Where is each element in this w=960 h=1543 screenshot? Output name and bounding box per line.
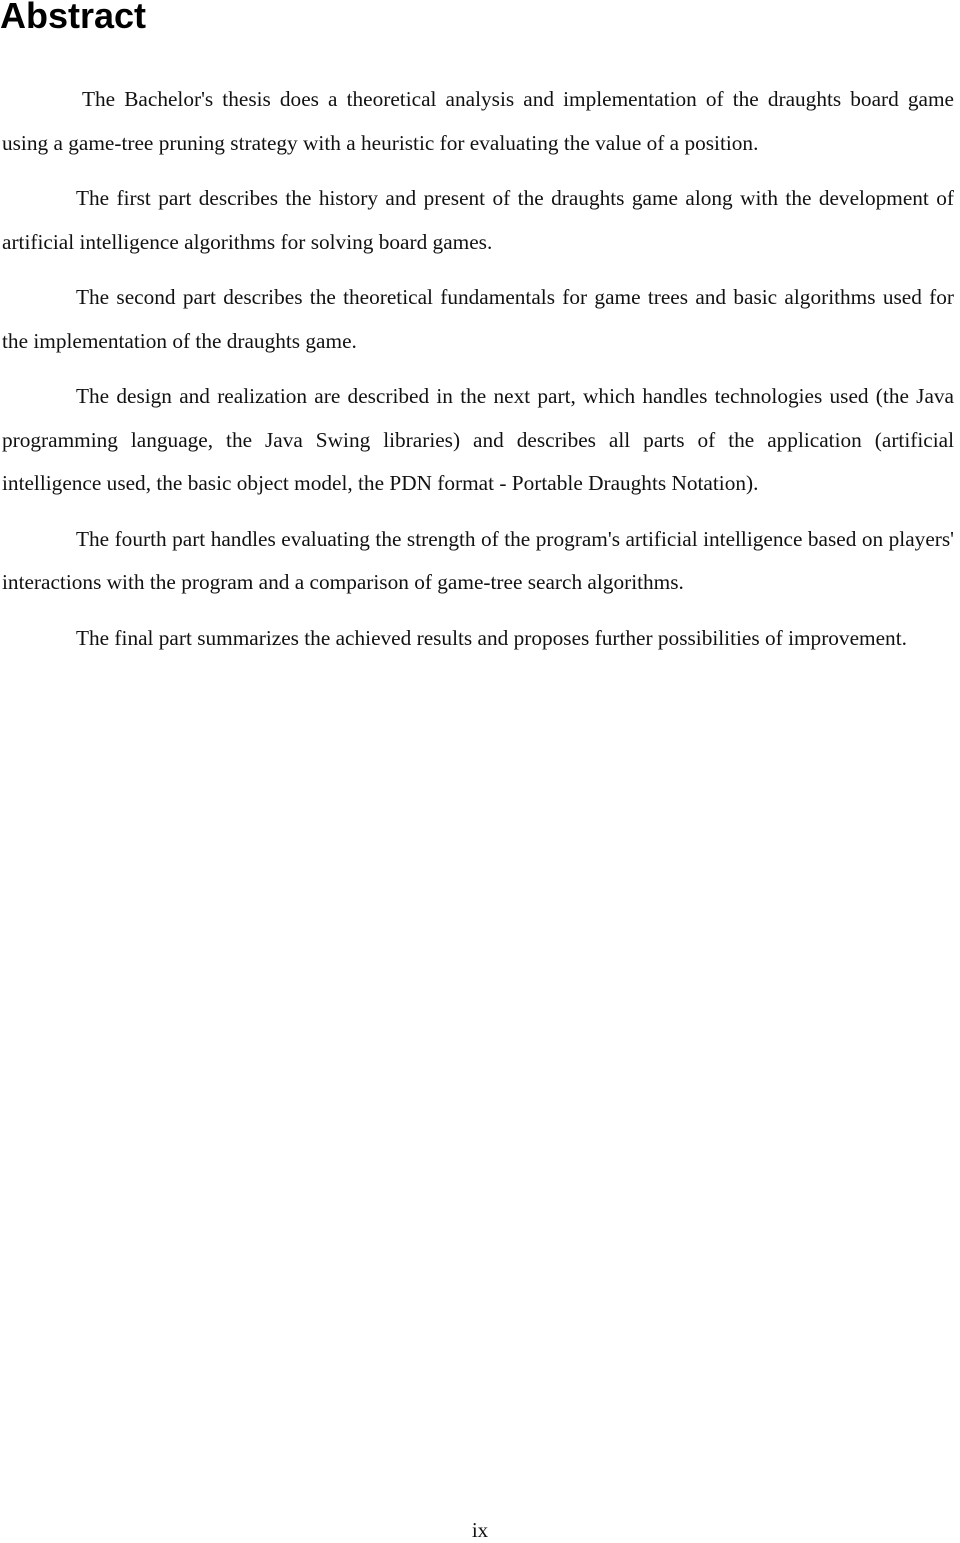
paragraph-thesis-overview: The Bachelor's thesis does a theoretical analysis and implementation of the draughts board game using a game-tree pruning strategy with a heuristic for evaluating the value of a position. bbox=[2, 87, 954, 155]
paragraph-second-part: The second part describes the theoretical fundamentals for game trees and basic algorithms used for the implementation of the draughts game. bbox=[2, 285, 954, 353]
paragraph-first-part: The first part describes the history and present of the draughts game along with the development of artificial intelligence algorithms for solving board games. bbox=[2, 186, 954, 254]
page-number: ix bbox=[471, 1518, 489, 1542]
paragraph-fourth-part: The fourth part handles evaluating the strength of the program's artificial intelligence based on players' interactions with the program and a comparison of game-tree search algorithms. bbox=[2, 526, 954, 594]
paragraph-final-part: The final part summarizes the achieved results and proposes further possibilities of improvement. bbox=[76, 625, 907, 650]
page-title: Abstract bbox=[0, 0, 147, 36]
abstract-body bbox=[2, 78, 954, 672]
paragraph-design-realization: The design and realization are described in the next part, which handles technologies used (the Java programming language, the Java Swing libraries) and describes all parts of the application (artificial intelligence used, the basic object model, the PDN format - Portable Draughts Notation). bbox=[2, 384, 954, 495]
